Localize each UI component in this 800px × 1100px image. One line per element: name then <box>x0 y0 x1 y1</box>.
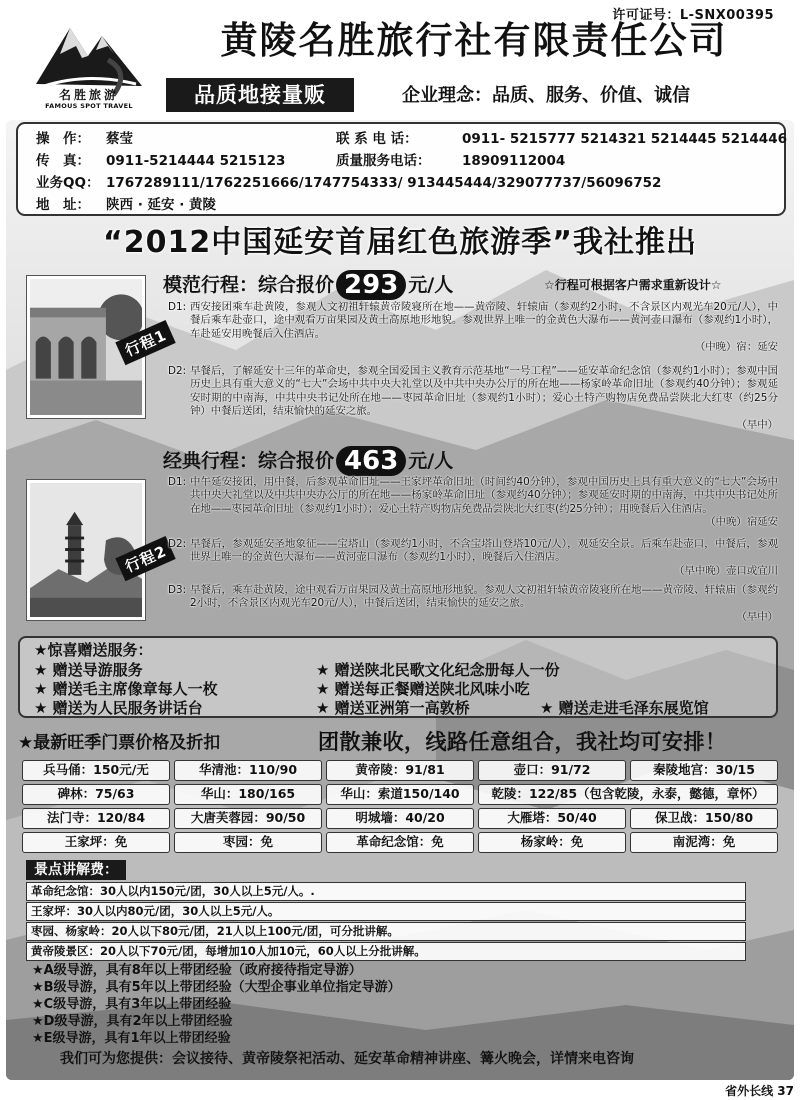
campaign-headline: “2012中国延安首届红色旅游季”我社推出 <box>103 225 697 260</box>
ticket-cell: 革命纪念馆：免 <box>326 832 474 853</box>
phone-label: 联 系 电 话： <box>336 131 418 147</box>
ticket-cell: 秦陵地宫：30/15 <box>630 760 778 781</box>
itinerary-custom-note: ☆行程可根据客户需求重新设计☆ <box>544 278 722 292</box>
ticket-cell: 碑林：75/63 <box>22 784 170 805</box>
ticket-cell: 明城墙：40/20 <box>326 808 474 829</box>
license-number: 许可证号：L-SNX00395 <box>612 8 774 23</box>
guide-fee-row: 王家坪：30人以内80元/团，30人以上5元/人。 <box>26 902 746 921</box>
itinerary-1-day-2 <box>168 365 778 432</box>
day-meal-info: （中晚）宿：延安 <box>694 341 778 354</box>
address-label: 地 址： <box>36 197 90 213</box>
itinerary-1-title-text: 模范行程：综合报价 <box>163 274 335 296</box>
day-meal-info: （早中） <box>736 418 778 431</box>
gift-item: ★ 赠送导游服务 <box>34 661 143 679</box>
operator-label: 操 作： <box>36 131 90 147</box>
itinerary-1-title <box>163 270 453 300</box>
gift-item: ★ 赠送走进毛泽东展览馆 <box>540 699 709 717</box>
qq-value: 1767289111/1762251666/1747754333/ 913445444/329077737/56096752 <box>106 175 662 191</box>
ticket-cell: 杨家岭：免 <box>478 832 626 853</box>
slogan-banner: 品质地接量贩 <box>166 78 354 112</box>
route-1-tag: 行程1 <box>115 320 176 365</box>
day-description: 早餐后，了解延安十三年的革命史，参观全国爱国主义教育示范基地“一号工程”——延安革命纪念馆（参观约1小时）；参观中国历史上具有重大意义的“七大”会场中共中央大礼堂以及中共中央办公厅的所在地——杨家岭革命旧址（参观约40分钟）；参观延安时期的中南海，中共中央书记处所在地——枣园革命旧址（参观约1小时）；爱心土特产购物店免费品尝陕北大红枣（约25分钟）中餐后送团，结束愉快的延安之旅。 <box>190 365 778 418</box>
day-label: D2: <box>168 538 187 550</box>
day-label: D1: <box>168 476 187 488</box>
guide-fee-row: 枣园、杨家岭：20人以下80元/团，21人以上100元/团，可分批讲解。 <box>26 922 746 941</box>
guide-level-item: ★B级导游，具有5年以上带团经验（大型企事业单位指定导游） <box>32 980 401 995</box>
company-name: 黄陵名胜旅行社有限责任公司 <box>220 19 728 62</box>
day-label: D3: <box>168 584 187 596</box>
operator-value: 蔡莹 <box>106 131 133 147</box>
ticket-cell: 华山：180/165 <box>174 784 322 805</box>
itinerary-2-title-text: 经典行程：综合报价 <box>163 450 335 472</box>
ticket-cell: 乾陵：122/85（包含乾陵，永泰，懿德，章怀） <box>478 784 778 805</box>
itinerary-2-day-3 <box>168 584 778 624</box>
gift-item: ★ 赠送每正餐赠送陕北风味小吃 <box>316 680 530 698</box>
page-footer: 省外长线 37 <box>725 1084 794 1098</box>
day-meal-info: （早中） <box>736 610 778 623</box>
route-2-tag: 行程2 <box>115 536 176 581</box>
itinerary-2-unit: 元/人 <box>408 450 454 472</box>
day-description: 中午延安接团，用中餐，后参观革命旧址——王家坪革命旧址（时间约40分钟），参观中国历史上具有重大意义的“七大”会场中共中央大礼堂以及中共中央办公厅的所在地——杨家岭革命旧址（参观约40分钟）；参观延安时期的中南海，中共中央书记处所在地——枣园革命旧址（参观约1小时）；爱心土特产购物店免费品尝陕北大红枣(约25分钟）；用晚餐后入住酒店。 <box>190 476 778 515</box>
gift-item: ★ 赠送亚洲第一高敦桥 <box>316 699 470 717</box>
logo-text: 名胜旅游 <box>58 88 119 102</box>
fax-row <box>36 150 285 172</box>
ticket-cell: 兵马俑：150元/无 <box>22 760 170 781</box>
day-label: D2: <box>168 365 187 377</box>
day-description: 早餐后，乘车赴黄陵，途中观看万亩果园及黄土高原地形地貌。参观人文初祖轩辕黄帝陵寝所在地——黄帝陵、轩辕庙（参观约2小时，不含景区内观光车20元/人），中餐后送团，结束愉快的延安之旅。 <box>190 584 778 610</box>
ticket-cell: 黄帝陵：91/81 <box>326 760 474 781</box>
contact-panel <box>16 122 786 216</box>
guide-fee-row: 黄帝陵景区：20人以下70元/团，每增加10人加10元，60人以上分批讲解。 <box>26 942 746 961</box>
gift-item: ★ 赠送为人民服务讲话台 <box>34 699 203 717</box>
group-combo-slogan: 团散兼收，线路任意组合，我社均可安排！ <box>318 730 727 754</box>
fax-label: 传 真： <box>36 153 90 169</box>
ticket-cell: 法门寺：120/84 <box>22 808 170 829</box>
operator-row <box>36 128 133 150</box>
address-value: 陕西 · 延安 · 黄陵 <box>106 197 217 213</box>
gift-item: ★ 赠送陕北民歌文化纪念册每人一份 <box>316 661 560 679</box>
day-meal-info: （早中晚）壶口或宜川 <box>674 564 778 577</box>
guide-level-item: ★A级导游，具有8年以上带团经验（政府接待指定导游） <box>32 963 362 978</box>
itinerary-2-day-2 <box>168 538 778 578</box>
itinerary-1-price: 293 <box>336 270 406 300</box>
ticket-cell: 王家坪：免 <box>22 832 170 853</box>
quality-phone-row <box>336 150 565 172</box>
guide-fee-title: 景点讲解费： <box>26 860 126 880</box>
qq-label: 业务QQ： <box>36 175 100 191</box>
qq-row <box>36 172 661 194</box>
itinerary-2-title <box>163 446 453 476</box>
itinerary-2-price: 463 <box>336 446 406 476</box>
guide-level-item: ★D级导游，具有2年以上带团经验 <box>32 1014 233 1029</box>
day-description: 早餐后，参观延安圣地象征——宝塔山（参观约1小时，不含宝塔山登塔10元/人），观延安全景。后乘车赴壶口，中餐后，参观世界上唯一的金黄色大瀑布——黄河壶口瀑布（参观约1小时），晚餐后入住酒店。 <box>190 538 778 564</box>
ticket-cell: 保卫战：150/80 <box>630 808 778 829</box>
ticket-price-title: ★最新旺季门票价格及折扣 <box>18 733 221 753</box>
itinerary-1-unit: 元/人 <box>408 274 454 296</box>
day-meal-info: （中晚）宿延安 <box>705 516 778 529</box>
phone-value: 0911- 5215777 5214321 5214445 5214446 <box>462 131 787 147</box>
baota-pagoda-photo <box>27 480 145 620</box>
services-offer: 我们可为您提供：会议接待、黄帝陵祭祀活动、延安革命精神讲座、篝火晚会，详情来电咨询 <box>60 1051 634 1067</box>
logo-subtitle: FAMOUS SPOT TRAVEL <box>45 102 133 110</box>
company-philosophy: 企业理念：品质、服务、价值、诚信 <box>402 85 690 106</box>
ticket-cell: 华清池：110/90 <box>174 760 322 781</box>
gift-title: ★惊喜赠送服务： <box>34 641 153 659</box>
ticket-cell: 壶口：91/72 <box>478 760 626 781</box>
ticket-cell: 枣园：免 <box>174 832 322 853</box>
guide-level-item: ★C级导游，具有3年以上带团经验 <box>32 997 232 1012</box>
guide-level-item: ★E级导游，具有1年以上带团经验 <box>32 1031 231 1046</box>
day-description: 西安接团乘车赴黄陵，参观人文初祖轩辕黄帝陵寝所在地——黄帝陵、轩辕庙（参观约2小时，不含景区内观光车20元/人），中餐后乘车赴壶口，途中观看万亩果园及黄土高原地形地貌。参观世界上唯一的金黄色大瀑布——黄河壶口瀑布（参观约1小时），车赴延安用晚餐后入住酒店。 <box>190 301 778 340</box>
ticket-cell: 大唐芙蓉园：90/50 <box>174 808 322 829</box>
fax-value: 0911-5214444 5215123 <box>106 153 286 169</box>
quality-phone-value: 18909112004 <box>462 153 566 169</box>
ticket-cell: 南泥湾：免 <box>630 832 778 853</box>
day-label: D1: <box>168 301 187 313</box>
itinerary-1-day-1 <box>168 301 778 355</box>
itinerary-2-day-1 <box>168 476 778 530</box>
quality-phone-label: 质量服务电话： <box>336 153 431 169</box>
ticket-cell: 大雁塔：50/40 <box>478 808 626 829</box>
gift-item: ★ 赠送毛主席像章每人一枚 <box>34 680 218 698</box>
phone-row <box>336 128 787 150</box>
address-row <box>36 194 216 216</box>
ticket-cell: 华山：索道150/140 <box>326 784 474 805</box>
guide-fee-row: 革命纪念馆：30人以内150元/团，30人以上5元/人。. <box>26 882 746 901</box>
